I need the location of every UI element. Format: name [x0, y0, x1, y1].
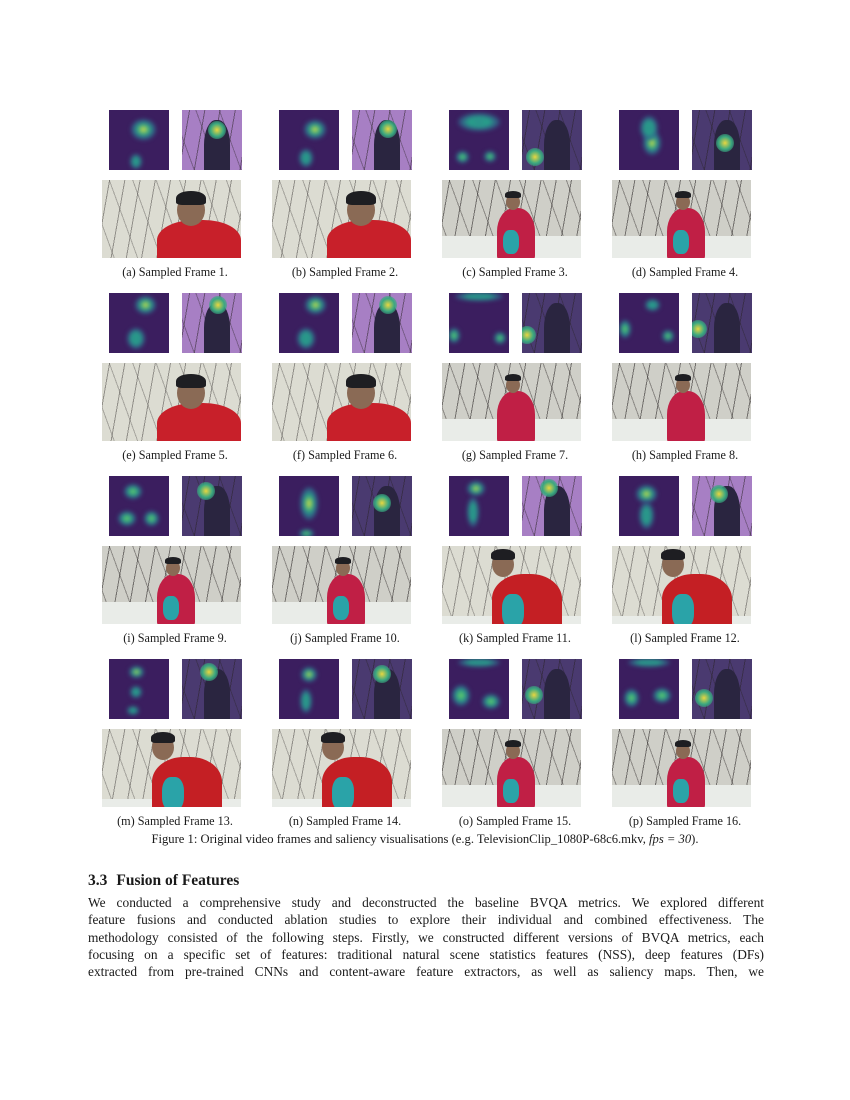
video-frame: [272, 363, 411, 441]
subfigure-caption: (o) Sampled Frame 15.: [458, 814, 572, 828]
paragraph-line: feature fusions and conducted ablation studies to explore their individual and combined effectiveness. The: [88, 912, 764, 928]
subfigure-caption: (l) Sampled Frame 12.: [630, 631, 740, 645]
subfigure-panel: [90, 466, 260, 649]
saliency-overlay: [522, 110, 582, 170]
video-frame: [102, 546, 241, 624]
video-frame: [102, 729, 241, 807]
paragraph-line: extracted from pre-trained CNNs and content-aware feature extractors, as well as saliency maps. Then, we: [88, 964, 764, 980]
caption-end: ).: [691, 832, 699, 846]
subfigure-caption: (e) Sampled Frame 5.: [122, 448, 228, 462]
saliency-map: [449, 659, 509, 719]
saliency-overlay: [692, 110, 752, 170]
saliency-overlay: [182, 476, 242, 536]
saliency-map: [619, 476, 679, 536]
saliency-overlay: [352, 110, 412, 170]
caption-fps: fps = 30: [649, 832, 692, 846]
subfigure-panel: [90, 283, 260, 466]
subfigure-caption: (f) Sampled Frame 6.: [292, 448, 398, 462]
subfigure-caption: (m) Sampled Frame 13.: [117, 814, 233, 828]
video-frame: [442, 180, 581, 258]
saliency-map: [449, 110, 509, 170]
subfigure-caption: (g) Sampled Frame 7.: [461, 448, 569, 462]
subfigure-panel: [600, 466, 770, 649]
subfigure-caption: (b) Sampled Frame 2.: [291, 265, 399, 279]
subfigure-caption: (c) Sampled Frame 3.: [462, 265, 568, 279]
video-frame: [612, 363, 751, 441]
subfigure-panel: [430, 100, 600, 283]
saliency-overlay: [522, 293, 582, 353]
subfigure-caption: (k) Sampled Frame 11.: [459, 631, 571, 645]
paragraph-line: focusing on a specific set of features: traditional natural scene statistics features (NSS), deep features (DFs): [88, 946, 764, 962]
saliency-overlay: [692, 659, 752, 719]
paragraph-line: We conducted a comprehensive study and deconstructed the baseline BVQA metrics. We explored different: [88, 895, 764, 910]
saliency-map: [109, 110, 169, 170]
saliency-map: [279, 659, 339, 719]
saliency-overlay: [352, 476, 412, 536]
subfigure-panel: [430, 649, 600, 832]
subfigure-panel: [260, 100, 430, 283]
video-frame: [442, 363, 581, 441]
section-heading: [88, 872, 239, 890]
subfigure-caption: (d) Sampled Frame 4.: [631, 265, 739, 279]
section-title: Fusion of Features: [116, 872, 240, 889]
subfigure-caption: (i) Sampled Frame 9.: [123, 631, 227, 645]
video-frame: [612, 546, 751, 624]
subfigure-caption: (p) Sampled Frame 16.: [628, 814, 742, 828]
saliency-overlay: [182, 659, 242, 719]
saliency-overlay: [352, 659, 412, 719]
video-frame: [442, 729, 581, 807]
saliency-map: [109, 476, 169, 536]
saliency-overlay: [522, 476, 582, 536]
saliency-overlay: [522, 659, 582, 719]
video-frame: [272, 180, 411, 258]
subfigure-panel: [260, 649, 430, 832]
section-number: 3.3: [88, 872, 108, 889]
saliency-map: [279, 476, 339, 536]
saliency-map: [279, 293, 339, 353]
subfigure-panel: [260, 466, 430, 649]
saliency-map: [619, 659, 679, 719]
subfigure-caption: (a) Sampled Frame 1.: [122, 265, 228, 279]
saliency-overlay: [692, 293, 752, 353]
video-frame: [102, 363, 241, 441]
saliency-map: [619, 110, 679, 170]
subfigure-caption: (j) Sampled Frame 10.: [290, 631, 400, 645]
video-frame: [612, 729, 751, 807]
saliency-map: [619, 293, 679, 353]
subfigure-panel: [430, 283, 600, 466]
video-frame: [272, 546, 411, 624]
subfigure-panel: [600, 100, 770, 283]
saliency-map: [449, 476, 509, 536]
video-frame: [612, 180, 751, 258]
saliency-map: [449, 293, 509, 353]
subfigure-caption: (h) Sampled Frame 8.: [631, 448, 739, 462]
subfigure-caption: (n) Sampled Frame 14.: [288, 814, 402, 828]
saliency-overlay: [182, 110, 242, 170]
saliency-map: [279, 110, 339, 170]
saliency-overlay: [352, 293, 412, 353]
video-frame: [102, 180, 241, 258]
saliency-map: [109, 293, 169, 353]
saliency-map: [109, 659, 169, 719]
subfigure-panel: [260, 283, 430, 466]
figure-caption: [60, 832, 790, 847]
subfigure-panel: [90, 649, 260, 832]
caption-text: Figure 1: Original video frames and saliency visualisations (e.g. TelevisionClip_1080P-68c6.mkv,: [151, 832, 650, 846]
subfigure-panel: [90, 100, 260, 283]
paragraph-line: methodology consisted of the following steps. Firstly, we constructed different versions of BVQA metrics, each: [88, 929, 764, 945]
saliency-overlay: [692, 476, 752, 536]
subfigure-panel: [600, 649, 770, 832]
subfigure-panel: [600, 283, 770, 466]
subfigure-panel: [430, 466, 600, 649]
section-paragraph: [88, 894, 764, 980]
video-frame: [272, 729, 411, 807]
video-frame: [442, 546, 581, 624]
saliency-overlay: [182, 293, 242, 353]
